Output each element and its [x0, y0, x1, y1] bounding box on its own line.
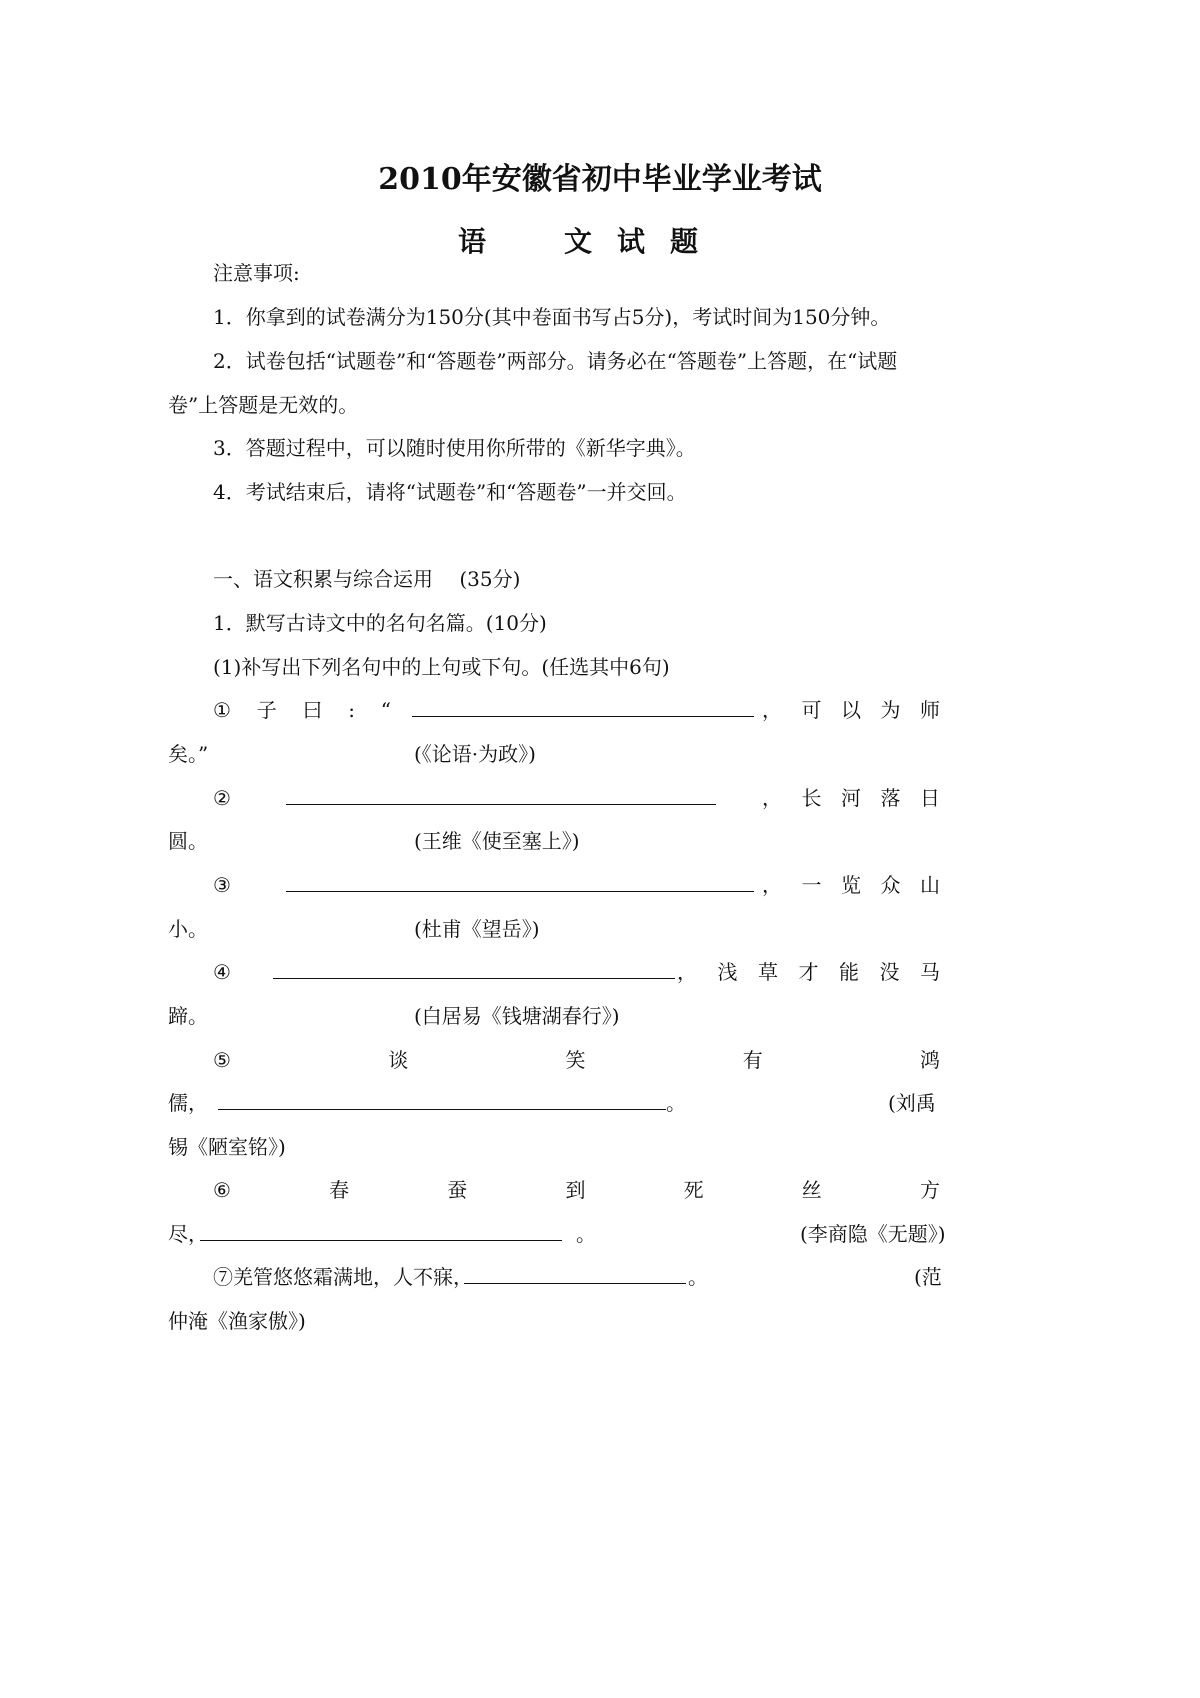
char: 日	[920, 786, 940, 810]
char: 笑	[565, 1048, 586, 1072]
char: 才	[798, 960, 819, 984]
item-marker: ①	[213, 698, 231, 722]
item-7-end: 。	[688, 1265, 708, 1289]
item-4-source: (白居易《钱塘湖春行》)	[414, 1004, 620, 1028]
item-6-end: 。	[576, 1222, 596, 1246]
notes-item-4: 4．考试结束后，请将“试题卷”和“答题卷”一并交回。	[213, 480, 687, 504]
subtitle-char-4: 题	[670, 225, 699, 258]
char: 到	[565, 1178, 586, 1202]
char: 众	[880, 873, 901, 897]
item-2-source: (王维《使至塞上》)	[414, 829, 580, 853]
item-1-continuation: 矣。”	[168, 742, 209, 766]
item-7-source-b: 仲淹《渔家傲》)	[168, 1309, 306, 1333]
section-heading: 一、语文积累与综合运用 (35分)	[213, 567, 521, 591]
item-3-continuation: 小。	[168, 917, 208, 941]
item-marker: ⑤	[213, 1048, 231, 1072]
exam-title: 2010年安徽省初中毕业学业考试	[378, 162, 822, 197]
subtitle-char-1: 语	[458, 225, 487, 258]
item-4-continuation: 蹄。	[168, 1004, 208, 1028]
item-2-continuation: 圆。	[168, 829, 208, 853]
char: ，	[762, 873, 782, 897]
item-5-continuation: 儒，	[168, 1091, 208, 1115]
char: 长	[801, 786, 822, 810]
answer-blank-6[interactable]	[200, 1240, 562, 1241]
char: 丝	[801, 1178, 822, 1202]
char: 谈	[388, 1048, 409, 1072]
char: 曰	[302, 698, 323, 722]
item-3-marker: ③	[213, 873, 231, 897]
item-6-source: (李商隐《无题》)	[800, 1222, 946, 1246]
answer-blank-2[interactable]	[286, 804, 716, 805]
char: 可	[801, 698, 822, 722]
char: 鸿	[920, 1048, 940, 1072]
answer-blank-4[interactable]	[273, 978, 675, 979]
notes-heading: 注意事项:	[213, 261, 300, 285]
char: 有	[742, 1048, 763, 1072]
item-7-text: ⑦羌管悠悠霜满地，人不寐，	[213, 1265, 473, 1289]
item-6-head	[213, 1177, 940, 1203]
question-1: 1．默写古诗文中的名句名篇。(10分)	[213, 611, 547, 635]
char: 览	[841, 873, 861, 897]
item-4-marker: ④	[213, 960, 231, 984]
subtitle-char-3: 试	[617, 225, 646, 258]
answer-blank-7[interactable]	[464, 1283, 686, 1284]
item-1-head	[213, 697, 391, 723]
notes-item-1: 1．你拿到的试卷满分为150分(其中卷面书写占5分)，考试时间为150分钟。	[213, 305, 891, 329]
char: 能	[839, 960, 859, 984]
item-5-head	[213, 1047, 940, 1073]
item-5-end: 。	[666, 1091, 686, 1115]
notes-item-2-line-2: 卷”上答题是无效的。	[168, 393, 359, 417]
item-marker: ⑥	[213, 1178, 231, 1202]
char: 蚕	[447, 1178, 468, 1202]
char: 子	[256, 698, 277, 722]
answer-blank-3[interactable]	[286, 891, 754, 892]
char: 落	[880, 786, 901, 810]
char: ，	[677, 960, 697, 984]
char: 马	[920, 960, 940, 984]
char: 一	[801, 873, 822, 897]
subtitle-char-2: 文	[564, 225, 593, 258]
question-1-instruction: (1)补写出下列名句中的上句或下句。(任选其中6句)	[213, 655, 670, 679]
char: 草	[758, 960, 778, 984]
char: 没	[879, 960, 900, 984]
item-4-tail	[677, 959, 940, 985]
char: 方	[919, 1178, 940, 1202]
char: ，	[762, 698, 782, 722]
item-1-tail	[762, 697, 940, 723]
answer-blank-5[interactable]	[218, 1109, 666, 1110]
item-3-source: (杜甫《望岳》)	[414, 917, 540, 941]
item-7-source-a: (范	[914, 1265, 942, 1289]
item-5-source-b: 锡《陋室铭》)	[168, 1135, 286, 1159]
char: 春	[329, 1178, 350, 1202]
char: 为	[880, 698, 901, 722]
char: ，	[762, 786, 782, 810]
char: 以	[841, 698, 861, 722]
char: :	[348, 698, 355, 722]
item-6-continuation: 尽，	[168, 1222, 208, 1246]
item-3-tail	[762, 872, 940, 898]
item-2-marker: ②	[213, 786, 231, 810]
char: “	[380, 698, 391, 722]
char: 死	[683, 1178, 704, 1202]
answer-blank-1[interactable]	[412, 716, 754, 717]
item-5-source-a: (刘禹	[888, 1091, 936, 1115]
char: 山	[920, 873, 940, 897]
char: 浅	[717, 960, 738, 984]
notes-item-3: 3．答题过程中，可以随时使用你所带的《新华字典》。	[213, 436, 696, 460]
item-2-tail	[762, 785, 940, 811]
char: 河	[841, 786, 861, 810]
item-1-source: (《论语·为政》)	[414, 742, 536, 766]
notes-item-2-line-1: 2．试卷包括“试题卷”和“答题卷”两部分。请务必在“答题卷”上答题，在“试题	[213, 349, 898, 373]
char: 师	[920, 698, 940, 722]
